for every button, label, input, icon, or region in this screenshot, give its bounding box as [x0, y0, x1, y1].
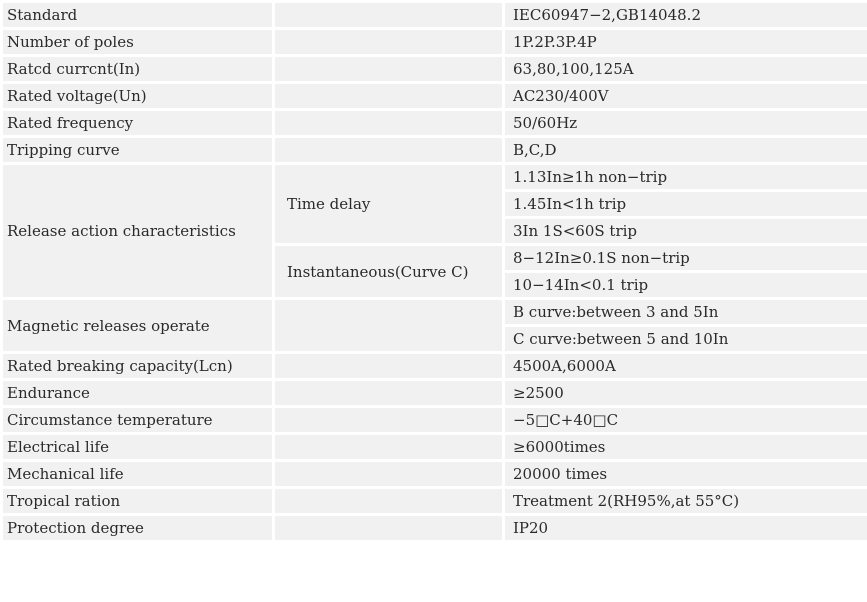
- label-frequency: Rated frequency: [2, 110, 274, 137]
- label-time-delay: Time delay: [274, 164, 504, 245]
- value-time-delay-2: 1.45In<1h trip: [504, 191, 867, 218]
- sub-empty: [274, 137, 504, 164]
- row-release-1: [2, 164, 867, 191]
- row-temperature: [2, 407, 867, 434]
- value-temperature: −5□C+40□C: [504, 407, 867, 434]
- sub-empty: [274, 83, 504, 110]
- sub-empty: [274, 488, 504, 515]
- sub-empty: [274, 110, 504, 137]
- row-mechanical: [2, 461, 867, 488]
- value-protection: IP20: [504, 515, 867, 542]
- value-magnetic-1: B curve:between 3 and 5In: [504, 299, 867, 326]
- value-electrical: ≥6000times: [504, 434, 867, 461]
- row-magnetic-1: [2, 299, 867, 326]
- sub-empty: [274, 515, 504, 542]
- label-release: Release action characteristics: [2, 164, 274, 299]
- label-magnetic: Magnetic releases operate: [2, 299, 274, 353]
- value-instantaneous-1: 8−12In≥0.1S non−trip: [504, 245, 867, 272]
- label-tropical: Tropical ration: [2, 488, 274, 515]
- value-instantaneous-2: 10−14In<0.1 trip: [504, 272, 867, 299]
- value-frequency: 50/60Hz: [504, 110, 867, 137]
- value-time-delay-1: 1.13In≥1h non−trip: [504, 164, 867, 191]
- label-voltage: Rated voltage(Un): [2, 83, 274, 110]
- value-breaking: 4500A,6000A: [504, 353, 867, 380]
- value-standard: IEC60947−2,GB14048.2: [504, 2, 867, 29]
- sub-empty: [274, 299, 504, 353]
- sub-empty: [274, 434, 504, 461]
- label-instantaneous: Instantaneous(Curve C): [274, 245, 504, 299]
- row-curve: [2, 137, 867, 164]
- row-breaking: [2, 353, 867, 380]
- value-time-delay-3: 3In 1S<60S trip: [504, 218, 867, 245]
- row-endurance: [2, 380, 867, 407]
- label-mechanical: Mechanical life: [2, 461, 274, 488]
- row-frequency: [2, 110, 867, 137]
- row-electrical: [2, 434, 867, 461]
- row-voltage: [2, 83, 867, 110]
- value-mechanical: 20000 times: [504, 461, 867, 488]
- sub-empty: [274, 407, 504, 434]
- row-tropical: [2, 488, 867, 515]
- value-tropical: Treatment 2(RH95%,at 55°C): [504, 488, 867, 515]
- sub-empty: [274, 29, 504, 56]
- label-standard: Standard: [2, 2, 274, 29]
- label-temperature: Circumstance temperature: [2, 407, 274, 434]
- value-endurance: ≥2500: [504, 380, 867, 407]
- value-curve: B,C,D: [504, 137, 867, 164]
- row-current: [2, 56, 867, 83]
- sub-empty: [274, 380, 504, 407]
- row-standard: [2, 2, 867, 29]
- value-magnetic-2: C curve:between 5 and 10In: [504, 326, 867, 353]
- label-poles: Number of poles: [2, 29, 274, 56]
- value-poles: 1P.2P.3P.4P: [504, 29, 867, 56]
- label-endurance: Endurance: [2, 380, 274, 407]
- label-current: Ratcd currcnt(In): [2, 56, 274, 83]
- label-electrical: Electrical life: [2, 434, 274, 461]
- label-protection: Protection degree: [2, 515, 274, 542]
- sub-empty: [274, 2, 504, 29]
- sub-empty: [274, 353, 504, 380]
- row-poles: [2, 29, 867, 56]
- sub-empty: [274, 461, 504, 488]
- value-voltage: AC230/400V: [504, 83, 867, 110]
- label-curve: Tripping curve: [2, 137, 274, 164]
- row-protection: [2, 515, 867, 542]
- sub-empty: [274, 56, 504, 83]
- value-current: 63,80,100,125A: [504, 56, 867, 83]
- label-breaking: Rated breaking capacity(Lcn): [2, 353, 274, 380]
